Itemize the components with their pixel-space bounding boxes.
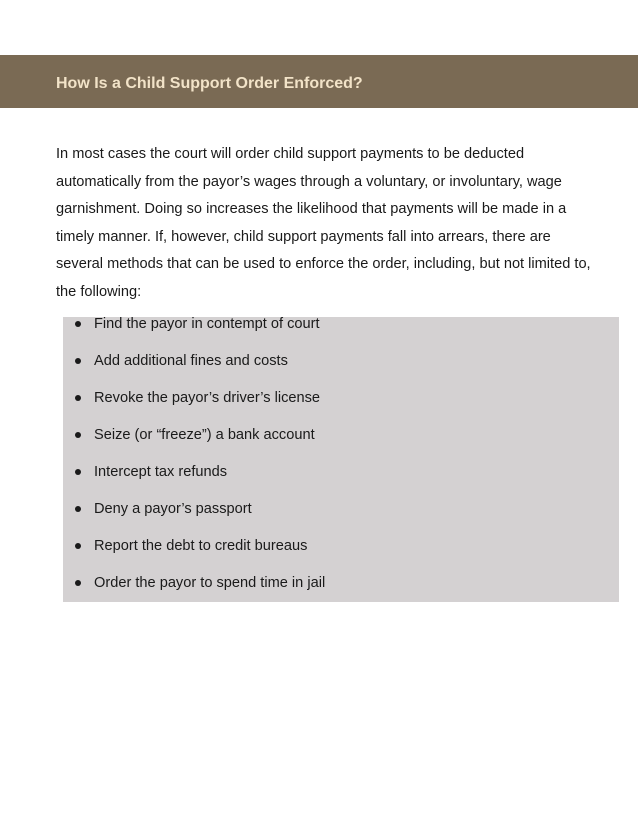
list-item — [63, 535, 619, 557]
list-item — [63, 461, 619, 483]
intro-paragraph: In most cases the court will order child support payments to be deducted automatically from the payor’s wages through a voluntary, or involuntary, wage garnishment. Doing so increases the likelihood that payments will be made in a timely manner. If, however, child support payments fall into arrears, there are several methods that can be used to enforce the order, including, but not limited to, the following: — [56, 146, 591, 300]
list-item-text: Report the debt to credit bureaus — [94, 538, 308, 554]
list-item-text: Find the payor in contempt of court — [94, 316, 320, 332]
list-item-text: Revoke the payor’s driver’s license — [94, 390, 321, 406]
list-item — [63, 498, 619, 520]
enforcement-methods-panel — [63, 317, 619, 602]
list-item-text: Intercept tax refunds — [94, 464, 228, 480]
list-item-text: Deny a payor’s passport — [94, 501, 252, 517]
bullet-dot-icon — [75, 506, 81, 512]
list-item — [63, 424, 619, 446]
bullet-dot-icon — [75, 395, 81, 401]
list-item — [63, 350, 619, 372]
bullet-dot-icon — [75, 358, 81, 364]
section-header-band — [0, 55, 638, 108]
list-item — [63, 387, 619, 409]
list-item-text: Seize (or “freeze”) a bank account — [94, 427, 315, 443]
bullet-dot-icon — [75, 543, 81, 549]
list-item — [63, 313, 619, 335]
section-title: How Is a Child Support Order Enforced? — [56, 75, 363, 92]
bullet-dot-icon — [75, 321, 81, 327]
list-item-text: Order the payor to spend time in jail — [94, 575, 326, 591]
list-item — [63, 572, 619, 594]
bullet-dot-icon — [75, 580, 81, 586]
bullet-dot-icon — [75, 469, 81, 475]
bullet-dot-icon — [75, 432, 81, 438]
list-item-text: Add additional fines and costs — [94, 353, 288, 369]
